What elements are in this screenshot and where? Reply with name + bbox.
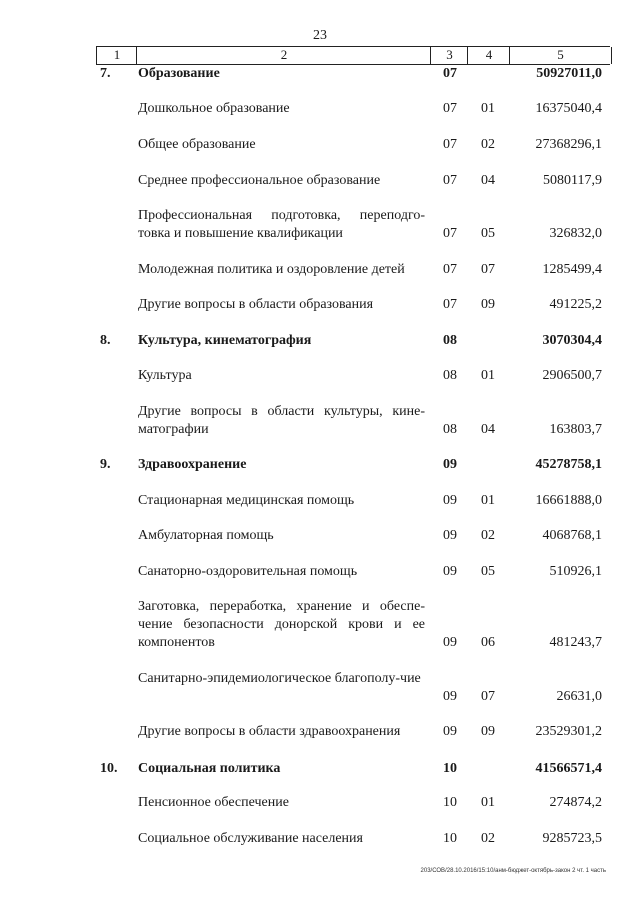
row-section: 09 [443,724,457,739]
row-title: Здравоохранение [138,457,247,472]
row-section: 09 [443,528,457,543]
row-section: 10 [443,831,457,846]
row-subsection: 02 [481,137,495,152]
header-col-3: 3 [430,47,468,64]
row-title: Профессиональная подготовка, переподго-товка и повышение квалификации [138,208,425,241]
row-subsection: 04 [481,173,495,188]
row-title: Общее образование [138,137,256,152]
row-subsection: 04 [481,422,495,437]
row-amount: 41566571,4 [535,761,602,776]
row-amount: 9285723,5 [542,831,602,846]
row-section: 09 [443,493,457,508]
row-amount: 491225,2 [549,297,602,312]
row-section: 09 [443,689,457,704]
row-amount: 274874,2 [549,795,602,810]
row-subsection: 01 [481,493,495,508]
row-section: 07 [443,66,457,81]
row-amount: 481243,7 [549,635,602,650]
row-title: Молодежная политика и оздоровление детей [138,262,405,277]
row-subsection: 09 [481,297,495,312]
row-title: Социальная политика [138,761,281,776]
row-title: Амбулаторная помощь [138,528,274,543]
row-subsection: 05 [481,564,495,579]
row-subsection: 02 [481,831,495,846]
row-amount: 45278758,1 [535,457,602,472]
row-title: Социальное обслуживание населения [138,831,363,846]
row-amount: 50927011,0 [536,66,602,81]
row-title: Культура [138,368,192,383]
row-section: 07 [443,101,457,116]
row-subsection: 02 [481,528,495,543]
row-section: 09 [443,635,457,650]
row-number: 10. [100,761,118,776]
row-subsection: 06 [481,635,495,650]
row-section: 07 [443,226,457,241]
row-amount: 5080117,9 [543,173,602,188]
row-amount: 3070304,4 [542,333,602,348]
header-col-5: 5 [509,47,612,64]
row-title: Другие вопросы в области здравоохранения [138,724,401,739]
row-amount: 1285499,4 [542,262,602,277]
row-title: Санаторно-оздоровительная помощь [138,564,358,579]
row-title: Санитарно-эпидемиологическое благополу-чие [138,671,421,686]
row-section: 10 [443,761,457,776]
row-title: Пенсионное обеспечение [138,795,289,810]
header-col-1: 1 [96,47,137,64]
row-amount: 163803,7 [549,422,602,437]
row-subsection: 01 [481,368,495,383]
row-section: 09 [443,564,457,579]
row-amount: 16661888,0 [535,493,602,508]
row-subsection: 09 [481,724,495,739]
footer-file-stamp: 203/СОВ/28.10.2016/15:10/анм-бюджет-октябрь-закон 2 чт. 1 часть [420,868,606,874]
row-title: Заготовка, переработка, хранение и обеспе-чение безопасности донорской крови и ее компонентов [138,599,425,650]
row-amount: 326832,0 [549,226,602,241]
page-number: 23 [313,28,327,43]
row-section: 07 [443,262,457,277]
row-title: Другие вопросы в области культуры, кине-матографии [138,404,425,437]
row-amount: 2906500,7 [542,368,602,383]
row-title: Образование [138,66,220,81]
row-subsection: 05 [481,226,495,241]
row-section: 08 [443,422,457,437]
header-col-4: 4 [467,47,510,64]
table-header [96,46,610,65]
row-amount: 23529301,2 [535,724,602,739]
row-amount: 27368296,1 [535,137,602,152]
row-amount: 510926,1 [549,564,602,579]
row-section: 10 [443,795,457,810]
row-amount: 26631,0 [556,689,602,704]
row-title: Среднее профессиональное образование [138,173,381,188]
row-section: 08 [443,368,457,383]
row-number: 8. [100,333,111,348]
row-title: Дошкольное образование [138,101,290,116]
row-section: 07 [443,137,457,152]
row-section: 07 [443,173,457,188]
row-subsection: 07 [481,262,495,277]
row-subsection: 07 [481,689,495,704]
row-section: 07 [443,297,457,312]
row-title: Культура, кинематография [138,333,312,348]
row-subsection: 01 [481,795,495,810]
row-number: 9. [100,457,111,472]
row-section: 08 [443,333,457,348]
row-amount: 16375040,4 [535,101,602,116]
row-section: 09 [443,457,457,472]
row-amount: 4068768,1 [542,528,602,543]
row-title: Другие вопросы в области образования [138,297,374,312]
header-col-2: 2 [136,47,431,64]
row-subsection: 01 [481,101,495,116]
row-number: 7. [100,66,111,81]
row-title: Стационарная медицинская помощь [138,493,355,508]
